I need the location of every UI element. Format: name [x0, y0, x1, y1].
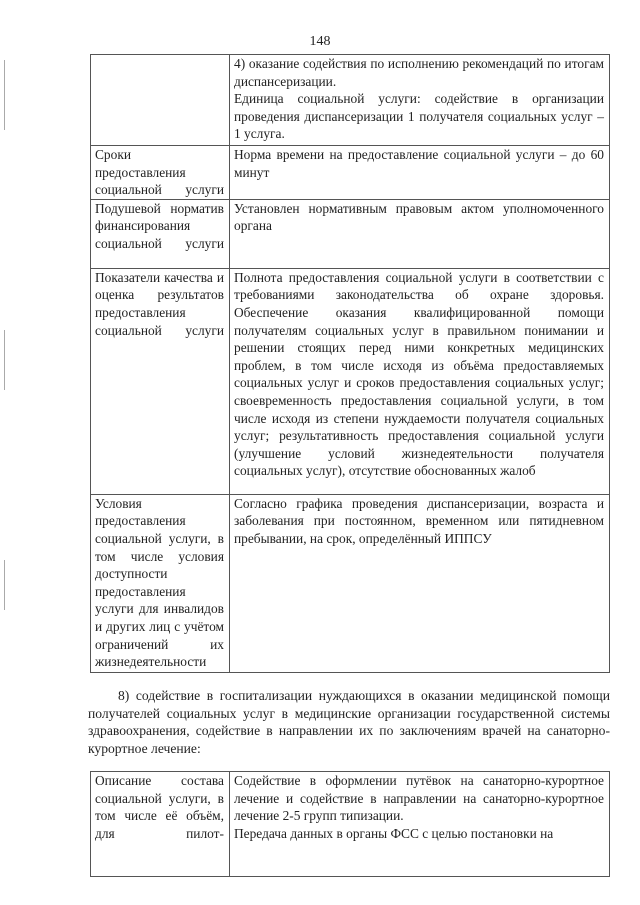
table-row [91, 268, 610, 494]
scan-edge-line [4, 330, 5, 390]
table-row [91, 146, 610, 200]
table-cell-label: Подушевой норматив финансирования социальной услуги [91, 199, 230, 268]
table-cell-label: Условия предоставления социальной услуги, в том числе условия доступности предоставления услуги для инвалидов и других лиц с учётом ограничений их жизнедеятельности [91, 494, 230, 672]
table-row [91, 199, 610, 268]
table-cell-label: Показатели качества и оценка результатов предоставления социальной услуги [91, 268, 230, 494]
table-cell-value [230, 772, 610, 877]
service-table-1 [90, 54, 610, 673]
cell-paragraph: Содействие в оформлении путёвок на санаторно-курортное лечение и содействие в направлении на санаторно-курортное лечение 2-5 групп типизации. [234, 773, 604, 824]
table-cell-value: Полнота предоставления социальной услуги в соответствии с требованиями законодательства об охране здоровья. Обеспечение оказания квалифицированной помощи получателям социальных услуг в правильном понимании и решении стоящих перед ними конкретных медицинских проблем, в том числе исходя из объёма предоставляемых социальных услуг и сроков предоставления социальных услуг; своевременность предоставления социальной услуги, в том числе исходя из степени нуждаемости получателя социальных услуг; результативность предоставления социальной услуги (улучшение условий жизнедеятельности получателя социальных услуг), отсутствие обоснованных жалоб [230, 268, 610, 494]
service-table-2 [90, 771, 610, 877]
table-cell-value [230, 55, 610, 146]
body-paragraph: 8) содействие в госпитализации нуждающихся в оказании медицинской помощи получателей социальных услуг в медицинские организации государственной системы здравоохранения, содействие в направлении их по заключениям врачей на санаторно-курортное лечение: [88, 688, 610, 756]
cell-paragraph: Передача данных в органы ФСС с целью постановки на [234, 825, 554, 841]
scan-edge-line [4, 60, 5, 130]
table-row [91, 494, 610, 672]
page-number: 148 [309, 34, 331, 49]
table-cell-value: Норма времени на предоставление социальной услуги – до 60 минут [230, 146, 610, 200]
table-cell-label [91, 55, 230, 146]
table-cell-label: Сроки предоставления социальной услуги [91, 146, 230, 200]
table-cell-value: Установлен нормативным правовым актом уполномоченного органа [230, 199, 610, 268]
table-cell-value: Согласно графика проведения диспансеризации, возраста и заболевания при постоянном, временном или пятидневном пребывании, на срок, определённый ИППСУ [230, 494, 610, 672]
table-cell-label: Описание состава социальной услуги, в том числе её объём, для пилот- [91, 772, 230, 877]
cell-paragraph: Единица социальной услуги: содействие в организации проведения диспансеризации 1 получателя социальных услуг – 1 услуга. [234, 91, 604, 142]
table-row [91, 772, 610, 877]
scan-edge-line [4, 560, 5, 610]
table-row [91, 55, 610, 146]
cell-paragraph: 4) оказание содействия по исполнению рекомендаций по итогам диспансеризации. [234, 56, 604, 89]
